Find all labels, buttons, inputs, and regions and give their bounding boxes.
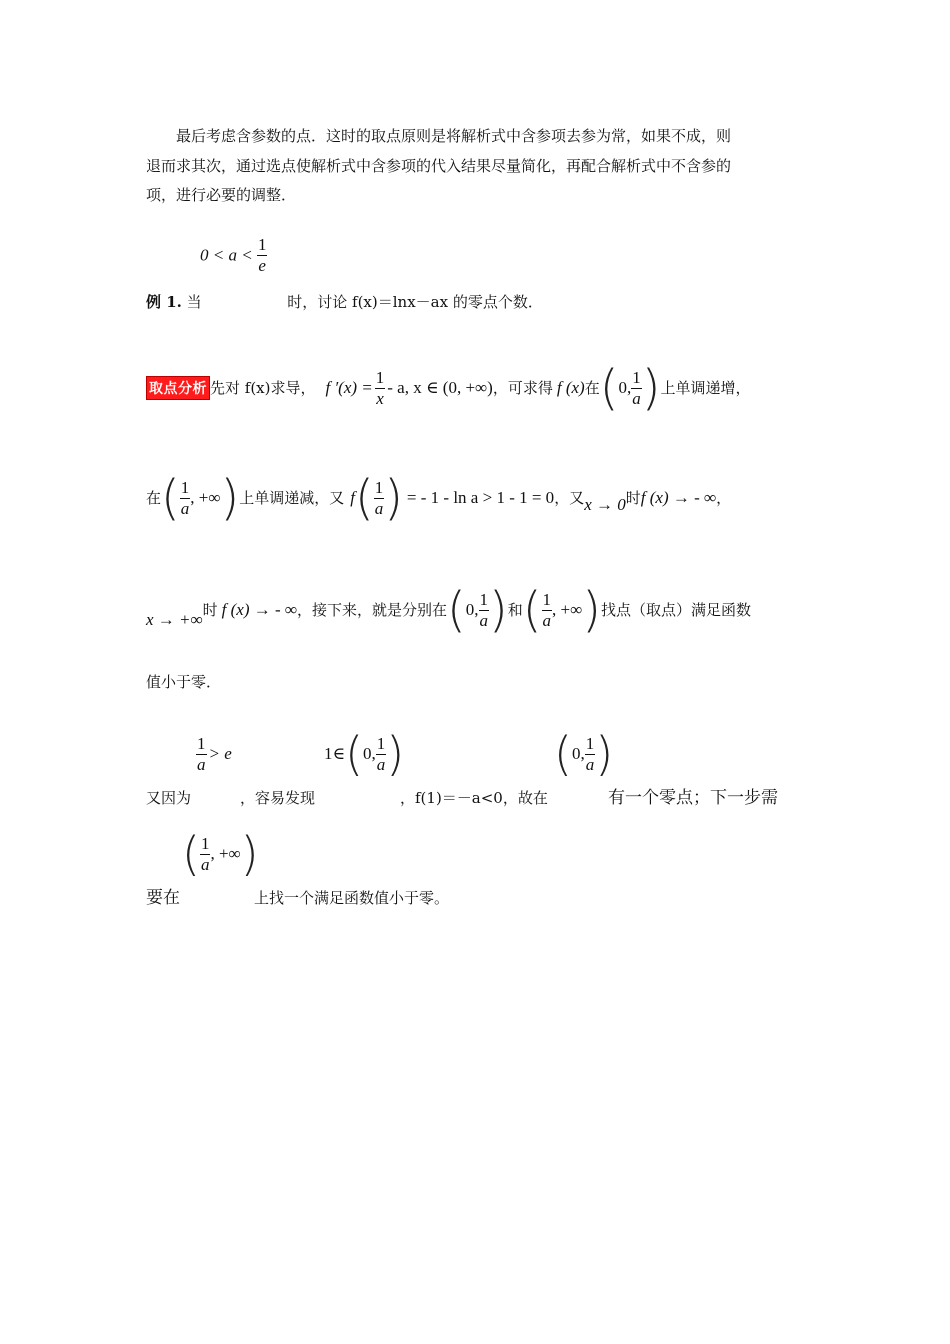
example-question: 时，讨论 f(x)＝lnx－ax 的零点个数．: [287, 293, 543, 311]
further-t5: 要在: [146, 888, 180, 908]
further-t1: 又因为: [146, 789, 192, 807]
example-dang: 当: [186, 293, 202, 311]
formula-one-in-interval: 1∈ ( 0, $\frac{1}{a}$ ): [324, 727, 405, 781]
derivative-rest: - a, x ∈ (0, +∞): [387, 378, 493, 397]
para1-line1: 最后考虑含参数的点．这时的取点原则是将解析式中含参项去参为常，如果不成，则: [176, 127, 732, 145]
analysis-line-1: 取点分析 先对 f(x)求导， f ′(x) = $\frac{1}{x}$ - a, x ∈ (0, +∞) ，可求得 f (x) 在 ( 0, $\frac{1}{a}$ ) 上单调递增，: [146, 360, 750, 416]
para1-line3: 项，进行必要的调整．: [146, 186, 297, 204]
example-line: [146, 288, 543, 316]
para1-line2: 退而求其次，通过选点使解析式中含参项的代入结果尽量简化，再配合解析式中不含参的: [146, 157, 732, 175]
fraction-one-over-e: $\frac{1}{e}$: [257, 235, 267, 275]
analysis-line-2: 在 ( $\frac{1}{a}$ , +∞ ) 上单调递减，又 f ( $\frac{1}{a}$ ) = - 1 - ln a > 1 - 1 = 0 ，又 x → 0 时 f (x) → - ∞ ，: [146, 470, 732, 526]
fx-label: f (x): [556, 378, 585, 397]
fraction-one-over-a: $\frac{1}{a}$: [542, 589, 552, 630]
formula-interval-zero-one-over-a: ( 0, $\frac{1}{a}$ ): [554, 727, 614, 781]
formula-one-over-a-gt-e: $\frac{1}{a}$ > e: [197, 733, 232, 774]
example-condition: 0 < a < $\frac{1}{e}$: [200, 235, 267, 275]
example-label: 例 1.: [146, 293, 182, 311]
analysis-line-3: x → +∞ 时 f (x) → - ∞ ，接下来，就是分别在 ( 0, $\frac{1}{a}$ ) 和 ( $\frac{1}{a}$ , +∞ ) 找点（取点）满足函数: [146, 582, 751, 638]
fraction-one-over-a: $\frac{1}{a}$: [632, 367, 641, 408]
fraction-one-over-a: $\frac{1}{a}$: [180, 477, 190, 518]
evaluation: = - 1 - ln a > 1 - 1 = 0: [406, 488, 555, 507]
analysis-tag: 取点分析: [146, 376, 210, 400]
derivative-lhs: f ′(x) =: [325, 378, 373, 397]
fraction-one-over-a: $\frac{1}{a}$: [374, 477, 384, 518]
analysis-line-4: 值小于零．: [146, 673, 222, 691]
further-t4: 有一个零点；下一步需: [608, 788, 778, 808]
further-t2: ，容易发现: [240, 789, 316, 807]
further-t6: 上找一个满足函数值小于零。: [254, 889, 450, 907]
fraction-one-over-x: $\frac{1}{x}$: [375, 367, 385, 408]
fraction-one-over-a: $\frac{1}{a}$: [479, 589, 489, 630]
formula-interval-one-over-a-inf: ( $\frac{1}{a}$ , +∞ ): [182, 827, 259, 881]
further-t3: ，f(1)＝－a<0，故在: [400, 789, 548, 807]
